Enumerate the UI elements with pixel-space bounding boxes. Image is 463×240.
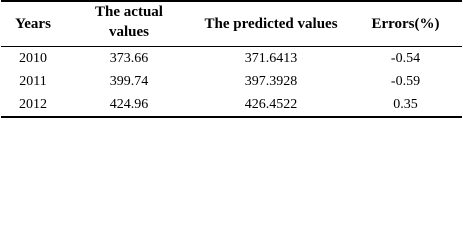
header-actual-values: The actual values	[95, 4, 163, 40]
header-predicted-values: The predicted values	[204, 16, 338, 32]
header-years: Years	[15, 16, 51, 32]
cell-actual-value: 424.96	[109, 97, 149, 112]
table-row	[1, 71, 462, 93]
header-errors: Errors(%)	[371, 16, 440, 32]
table-row	[1, 48, 462, 70]
data-table	[1, 0, 462, 120]
cell-actual-value: 399.74	[109, 74, 149, 89]
cell-predicted-value: 426.4522	[244, 97, 298, 112]
table-header	[1, 2, 462, 46]
table-header-rule	[1, 46, 462, 47]
cell-year: 2012	[19, 97, 47, 112]
cell-predicted-value: 371.6413	[244, 51, 298, 66]
cell-actual-value: 373.66	[109, 51, 149, 66]
cell-error: -0.54	[390, 51, 421, 66]
cell-year: 2010	[19, 51, 47, 66]
cell-error: -0.59	[390, 74, 421, 89]
cell-predicted-value: 397.3928	[244, 74, 298, 89]
table-bottom-rule	[1, 116, 462, 118]
cell-year: 2011	[19, 74, 47, 89]
cell-error: 0.35	[393, 97, 418, 112]
table-row	[1, 94, 462, 116]
